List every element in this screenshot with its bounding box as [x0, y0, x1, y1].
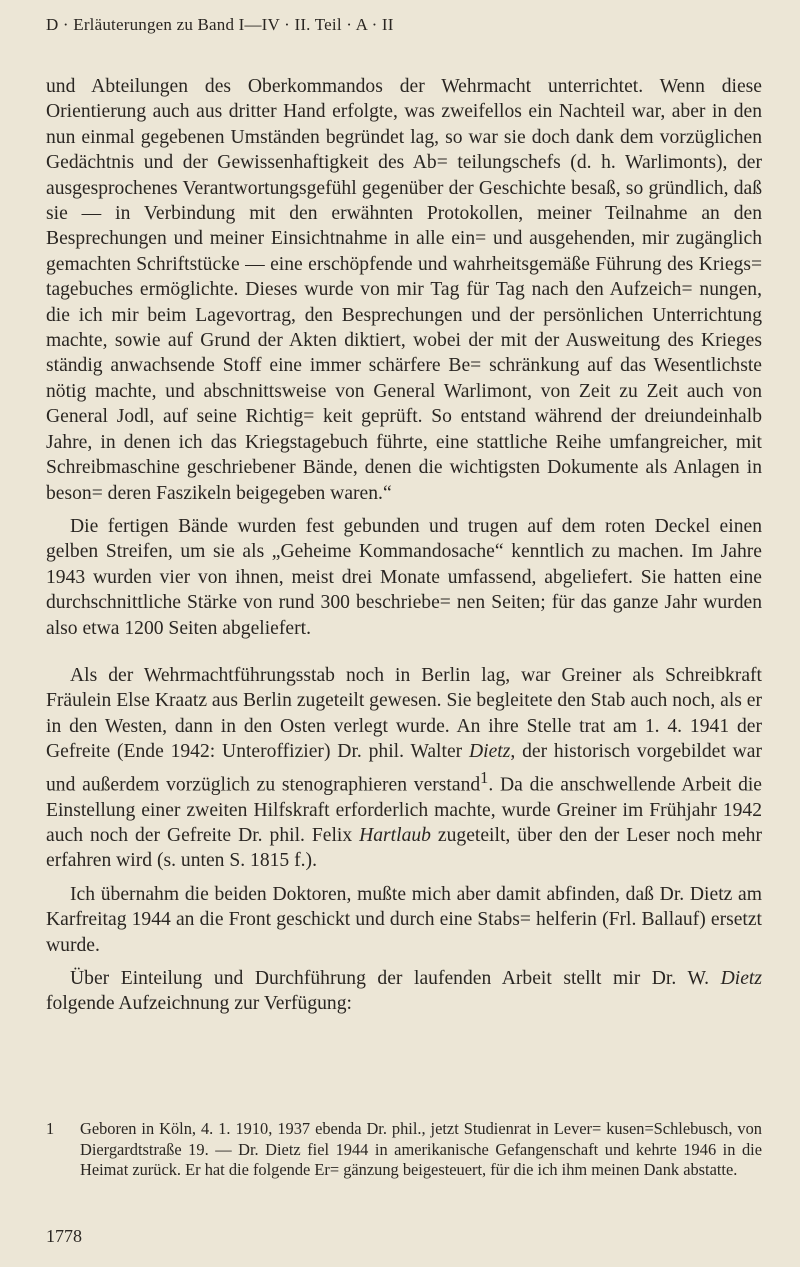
name-dietz: Dietz — [469, 741, 511, 763]
footnote — [46, 1119, 762, 1181]
paragraph-3 — [46, 663, 762, 874]
paragraph-5-part-b: folgende Aufzeichnung zur Verfügung: — [46, 993, 352, 1015]
footnote-number: 1 — [46, 1119, 55, 1138]
paragraph-5 — [46, 966, 762, 1017]
paragraph-5-part-a: Über Einteilung und Durchführung der laufenden Arbeit stellt mir Dr. W. — [70, 967, 721, 989]
paragraph-3-part-b: , der historisch vorgebildet war und außerdem vorzüglich zu stenographieren verstand — [46, 741, 762, 796]
paragraph-1: und Abteilungen des Oberkommandos der Wehrmacht unterrichtet. Wenn diese Orientierung auch aus dritter Hand erfolgte, was zweifellos ein Nachteil war, aber in den nun einmal gegebenen Umständen begründet lag, so war sie doch dank dem vorzüglichen Gedächtnis und der Gewissenhaftigkeit des Ab= teilungschefs (d. h. Warlimonts), der ausgesprochenes Verantwortungsgefühl gegenüber der Geschichte besaß, so gründlich, daß sie — in Verbindung mit den erwähnten Protokollen, meiner Teilnahme an den Besprechungen und meiner Einsichtnahme in alle ein= und ausgehenden, mir zugänglich gemachten Schriftstücke — eine erschöpfende und wahrheitsgemäße Führung des Kriegs= tagebuches ermöglichte. Dieses wurde von mir Tag für Tag nach den Aufzeich= nungen, die ich mir beim Lagevortrag, den Besprechungen und der persönlichen Unterrichtung machte, sowie auf Grund der Akten diktiert, wobei der mit der Ausweitung des Krieges ständig anwachsende Stoff eine immer schärfere Be= schränkung auf das Wesentlichste nötig machte, und abschnittsweise von General Warlimont, von Zeit zu Zeit auch von General Jodl, auf seine Richtig= keit geprüft. So entstand während der dreiundeinhalb Jahre, in denen ich das Kriegstagebuch führte, eine stattliche Reihe umfangreicher, mit Schreibmaschine geschriebener Bände, denen die wichtigsten Dokumente als Anlagen in beson= deren Faszikeln beigegeben waren.“ — [46, 76, 762, 504]
name-dietz-2: Dietz — [720, 967, 762, 989]
paragraph-3-part-c: . Da die anschwellende Arbeit die Einstellung einer zweiten Hilfskraft erforderlich machte, wurde Greiner im Frühjahr 1942 auch noch der Gefreite Dr. phil. Felix — [46, 774, 763, 846]
name-hartlaub: Hartlaub — [359, 824, 431, 846]
paragraph-4: Ich übernahm die beiden Doktoren, mußte mich aber damit abfinden, daß Dr. Dietz am Karfreitag 1944 an die Front geschickt und durch eine Stabs= helferin (Frl. Ballauf) ersetzt wurde. — [46, 883, 762, 956]
footnote-text: Geboren in Köln, 4. 1. 1910, 1937 ebenda Dr. phil., jetzt Studienrat in Lever= kusen=Schlebusch, von Diergardtstraße 19. — Dr. Dietz fiel 1944 in amerikanische Gefangenschaft und kehrte 1946 in die Heimat zurück. Er hat die folgende Er= gänzung beigesteuert, für die ich ihm meinen Dank abstatte. — [80, 1119, 762, 1180]
page-number: 1778 — [46, 1226, 82, 1246]
paragraph-3-part-a: Als der Wehrmachtführungsstab noch in Berlin lag, war Greiner als Schreibkraft Fräulein Else Kraatz aus Berlin zugeteilt gewesen. Sie begleitete den Stab auch noch, als er in den Westen, dann in den Osten verlegt wurde. An ihre Stelle trat am 1. 4. 1941 der Gefreite (Ende 1942: Unteroffizier) Dr. phil. Walter — [46, 664, 763, 763]
paragraph-3-part-d: zugeteilt, über den der Leser noch mehr erfahren wird (s. unten S. 1815 f.). — [46, 824, 762, 872]
footnote-reference: 1 — [480, 767, 489, 787]
paragraph-2: Die fertigen Bände wurden fest gebunden und trugen auf dem roten Deckel einen gelben Streifen, um sie als „Geheime Kommandosache“ kenntlich zu machen. Im Jahre 1943 wurden vier von ihnen, meist drei Monate umfassend, abgeliefert. Sie hatten eine durchschnittliche Stärke von rund 300 beschriebe= nen Seiten; für das ganze Jahr wurden also etwa 1200 Seiten abgeliefert. — [46, 515, 762, 639]
page-content — [46, 14, 762, 1017]
running-head: D · Erläuterungen zu Band I—IV · II. Teil · A · II — [46, 15, 394, 34]
